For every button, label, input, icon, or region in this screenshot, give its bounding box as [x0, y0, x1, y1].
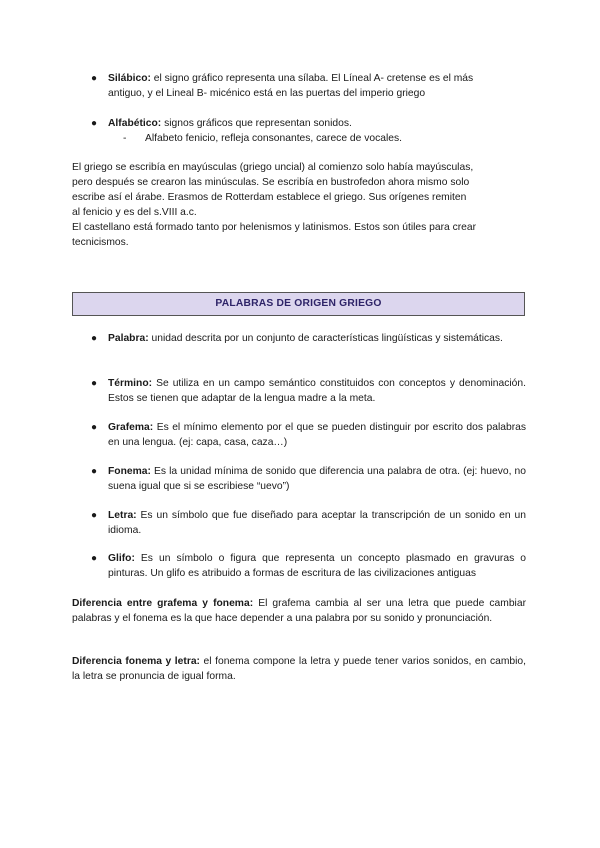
list-item-silabico	[91, 71, 508, 101]
term-label: Letra:	[108, 510, 137, 521]
paragraph-line: El castellano está formado tanto por helenismos y latinismos. Estos son útiles para crear	[72, 222, 477, 233]
paragraph-line: pero después se crearon las minúsculas. Se escribía en bustrofedon ahora mismo solo	[72, 177, 470, 188]
term-label: Diferencia entre grafema y fonema:	[72, 598, 254, 609]
bullet-icon: ●	[91, 553, 98, 564]
sub-item-text: Alfabeto fenicio, refleja consonantes, carece de vocales.	[145, 133, 403, 144]
term-description: el fonema compone la letra y puede tener varios sonidos, en cambio, la letra se pronuncia de igual forma.	[72, 656, 526, 682]
term-description: Es el mínimo elemento por el que se pueden distinguir por escrito dos palabras en una lengua. (ej: capa, casa, caza…)	[108, 422, 526, 448]
definition-grafema	[91, 420, 526, 450]
section-heading: PALABRAS DE ORIGEN GRIEGO	[72, 292, 525, 316]
difference-fonema-letra	[72, 654, 526, 684]
term-description: Es la unidad mínima de sonido que diferencia una palabra de otra. (ej: huevo, no suena igual que si se escribiese “uevo”)	[108, 466, 526, 492]
sub-list-item	[145, 131, 505, 146]
paragraph-line: tecnicismos.	[72, 237, 129, 248]
term-label: Silábico:	[108, 73, 151, 84]
term-label: Término:	[108, 378, 153, 389]
term-description: Se utiliza en un campo semántico constituidos con conceptos y denominación. Estos se tienen que adaptar de la lengua madre a la meta.	[108, 378, 526, 404]
definition-palabra	[91, 331, 526, 346]
definition-termino	[91, 376, 526, 406]
term-description: El grafema cambia al ser una letra que puede cambiar palabras y el fonema es la que hace depender a una palabra por su sonido y pronunciación.	[72, 598, 526, 624]
bullet-icon: ●	[91, 422, 98, 433]
intro-paragraph	[72, 160, 527, 250]
bullet-icon: ●	[91, 510, 98, 521]
term-description: Es un símbolo o figura que representa un concepto plasmado en gravuras o pinturas. Un glifo es atribuido a formas de escritura de las civilizaciones antiguas	[108, 553, 526, 579]
term-label: Fonema:	[108, 466, 151, 477]
term-label: Diferencia fonema y letra:	[72, 656, 200, 667]
list-item-alfabetico	[91, 116, 508, 131]
sub-bullet-dash: -	[123, 133, 127, 144]
bullet-icon: ●	[91, 333, 98, 344]
bullet-icon: ●	[91, 118, 98, 129]
term-label: Palabra:	[108, 333, 149, 344]
bullet-icon: ●	[91, 73, 98, 84]
difference-grafema-fonema	[72, 596, 526, 626]
definition-fonema	[91, 464, 526, 494]
paragraph-line: escribe así el árabe. Erasmos de Rotterdam establece el griego. Sus orígenes remiten	[72, 192, 467, 203]
term-description: el signo gráfico representa una sílaba. El Líneal A- cretense es el más antiguo, y el Lineal B- micénico está en las puertas del imperio griego	[108, 73, 474, 99]
term-description: unidad descrita por un conjunto de características lingüísticas y sistemáticas.	[148, 333, 503, 344]
paragraph-line: al fenicio y es del s.VIII a.c.	[72, 207, 197, 218]
definition-letra	[91, 508, 526, 538]
bullet-icon: ●	[91, 466, 98, 477]
term-description: signos gráficos que representan sonidos.	[161, 118, 352, 129]
term-label: Grafema:	[108, 422, 154, 433]
definition-glifo	[91, 551, 526, 581]
term-description: Es un símbolo que fue diseñado para aceptar la transcripción de un sonido en un idioma.	[108, 510, 526, 536]
bullet-icon: ●	[91, 378, 98, 389]
paragraph-line: El griego se escribía en mayúsculas (griego uncial) al comienzo solo había mayúsculas,	[72, 162, 474, 173]
term-label: Alfabético:	[108, 118, 162, 129]
term-label: Glifo:	[108, 553, 135, 564]
